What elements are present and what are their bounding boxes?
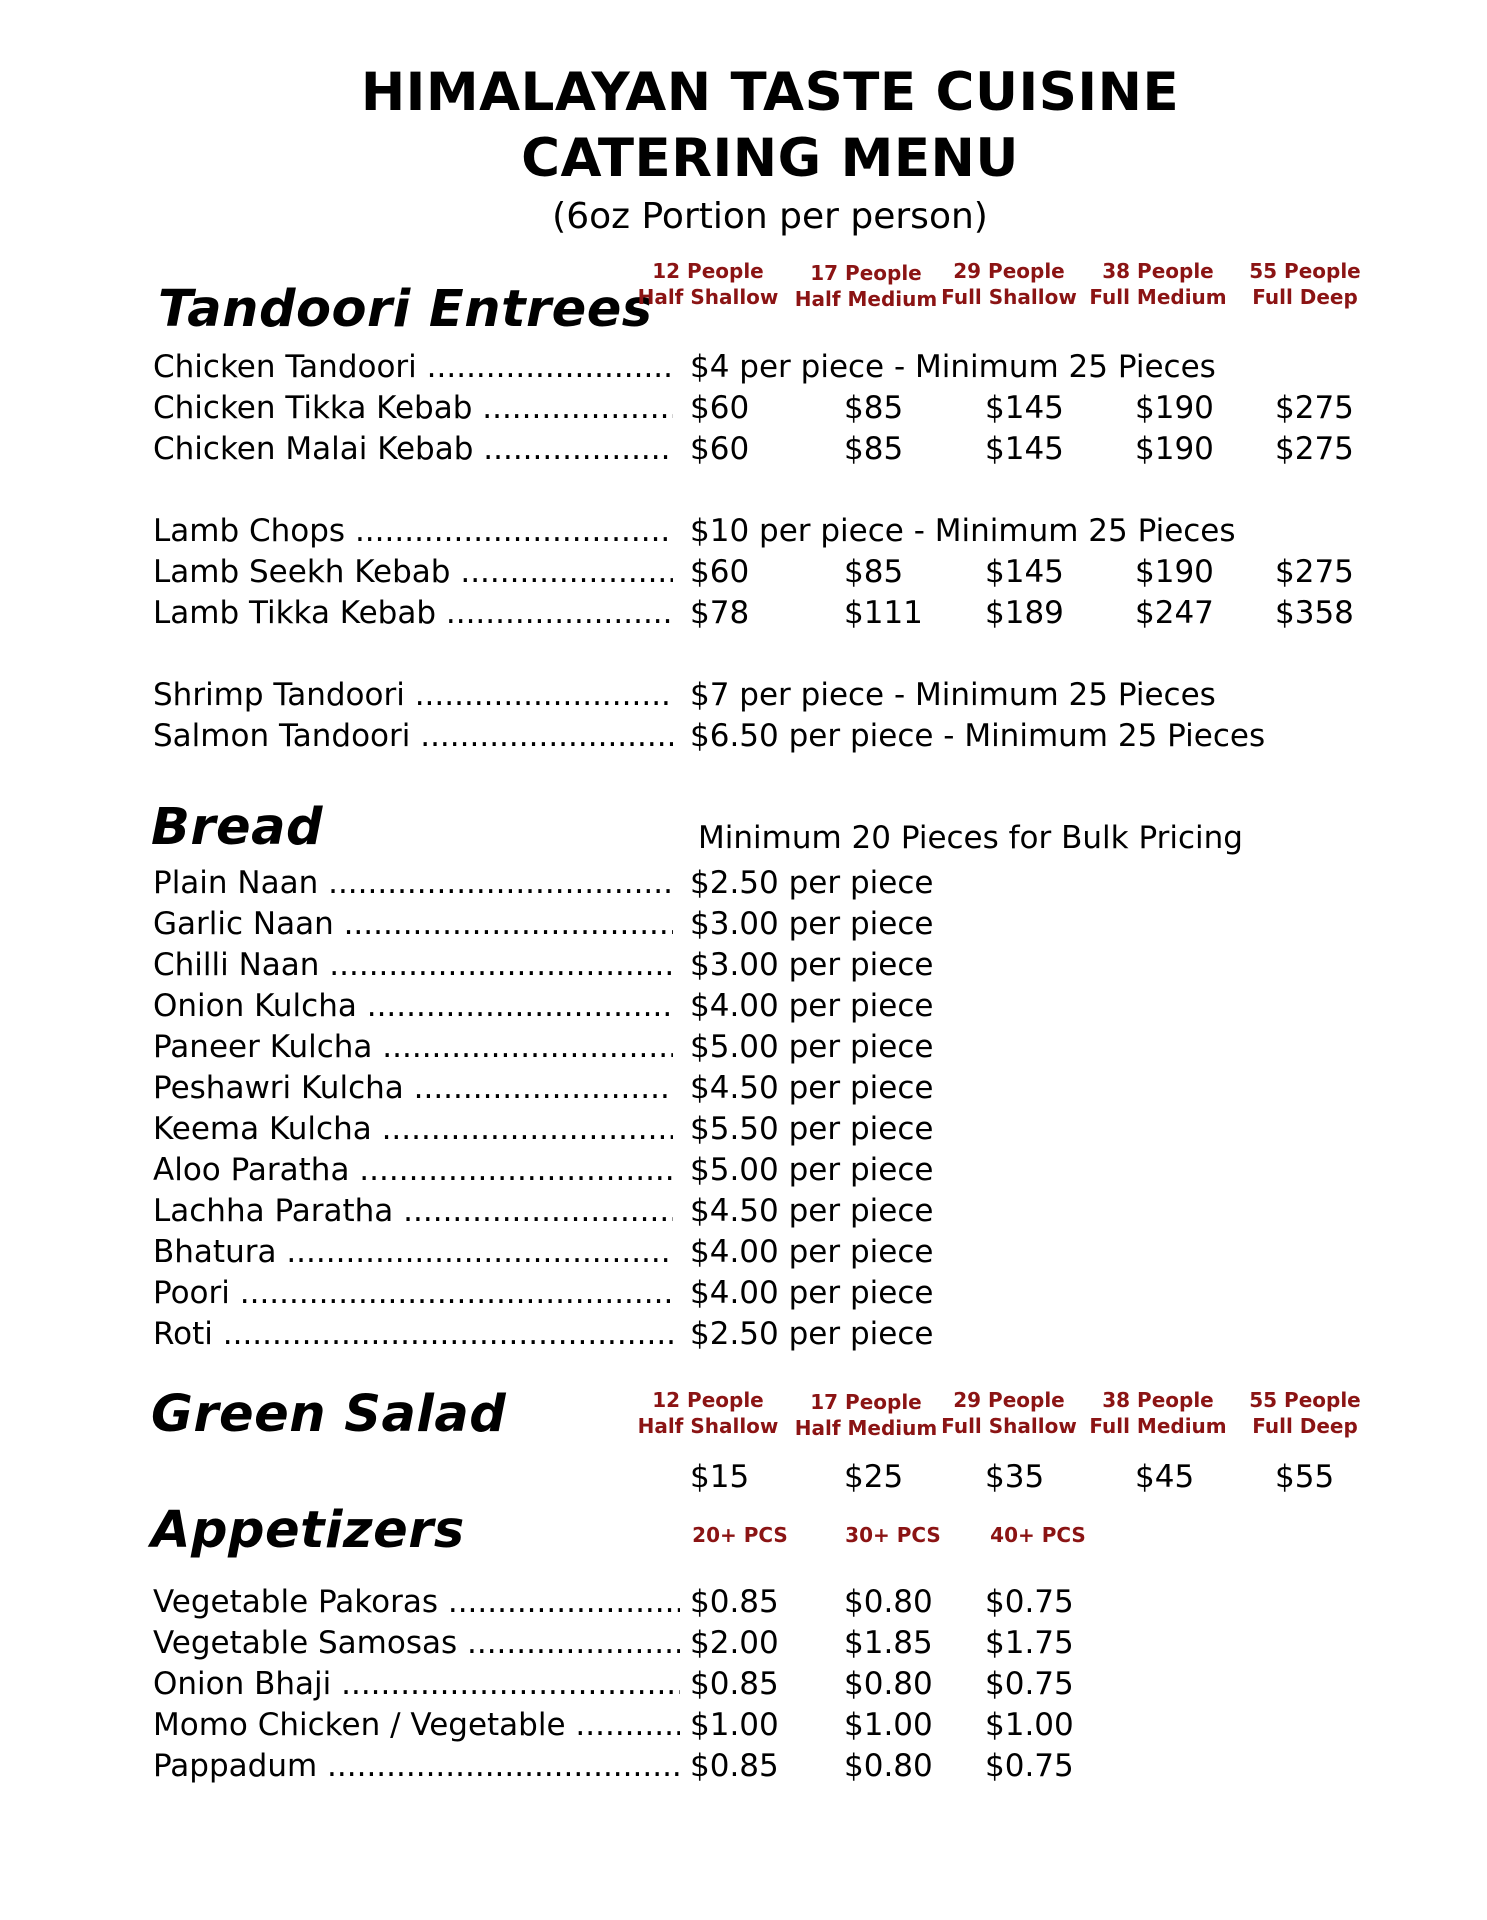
tray-size-header [0, 258, 1487, 318]
price-col-3: $0.75 [985, 1584, 1074, 1620]
tray-col-1: 12 People Half Shallow [637, 259, 779, 309]
portion-note: (6oz Portion per person) [552, 196, 988, 237]
item-name: Vegetable Samosas ..... [153, 1623, 680, 1664]
item-name: Keema Kulcha ..... [153, 1109, 673, 1150]
tray-col-3: 29 People Full Shallow [941, 1388, 1077, 1438]
price-col-1: $0.85 [690, 1748, 779, 1784]
tray-col-4: 38 People Full Medium [1089, 259, 1227, 309]
item-name: Salmon Tandoori ..... [153, 716, 673, 757]
tray-col-4: 38 People Full Medium [1089, 1388, 1227, 1438]
tray-size-header [0, 1387, 1487, 1447]
appetizers-section-title: Appetizers [151, 1501, 465, 1560]
price-col-2: $85 [844, 390, 904, 426]
menu-subtitle: CATERING MENU [521, 128, 1019, 189]
price-col-3: $1.00 [985, 1707, 1074, 1743]
item-name: Onion Bhaji ..... [153, 1664, 680, 1705]
pcs-col-3: 40+ PCS [990, 1523, 1086, 1547]
price-col-1: $0.85 [690, 1584, 779, 1620]
price-col-5: $275 [1275, 431, 1354, 467]
tray-col-5: 55 People Full Deep [1249, 259, 1361, 309]
price-col-2: $1.00 [844, 1707, 933, 1743]
price-col-3: $189 [985, 595, 1064, 631]
item-name: Chilli Naan ..... [153, 945, 673, 986]
price-col-1: $15 [690, 1459, 750, 1495]
price-col-2: $25 [844, 1459, 904, 1495]
pcs-col-1: 20+ PCS [692, 1523, 788, 1547]
price-col-3: $145 [985, 431, 1064, 467]
item-name: Plain Naan ..... [153, 863, 673, 904]
tray-col-2: 17 People Half Medium [794, 1390, 938, 1440]
price-col-3: $145 [985, 554, 1064, 590]
price-col-5: $275 [1275, 554, 1354, 590]
price-col-3: $35 [985, 1459, 1045, 1495]
price-col-4: $190 [1135, 431, 1214, 467]
item-name: Roti ..... [153, 1314, 673, 1355]
price-col-5: $55 [1275, 1459, 1335, 1495]
item-note: $10 per piece - Minimum 25 Pieces [690, 513, 1236, 549]
price-col-3: $0.75 [985, 1748, 1074, 1784]
price-col-2: $1.85 [844, 1625, 933, 1661]
item-name: Shrimp Tandoori ..... [153, 675, 673, 716]
menu-title: HIMALAYAN TASTE CUISINE [360, 62, 1180, 123]
price-col-4: $190 [1135, 390, 1214, 426]
price-col-2: $0.80 [844, 1666, 933, 1702]
item-price: $4.00 per piece [690, 988, 934, 1024]
item-name: Chicken Tikka Kebab ..... [153, 388, 673, 429]
price-col-5: $275 [1275, 390, 1354, 426]
tray-col-5: 55 People Full Deep [1249, 1388, 1361, 1438]
item-name: Lamb Chops ..... [153, 511, 673, 552]
price-col-2: $85 [844, 554, 904, 590]
price-col-1: $2.00 [690, 1625, 779, 1661]
item-name: Garlic Naan ..... [153, 904, 673, 945]
item-price: $2.50 per piece [690, 1316, 934, 1352]
item-name: Bhatura ..... [153, 1232, 673, 1273]
item-price: $2.50 per piece [690, 865, 934, 901]
item-name: Peshawri Kulcha ..... [153, 1068, 673, 1109]
item-price: $4.00 per piece [690, 1275, 934, 1311]
price-col-2: $0.80 [844, 1748, 933, 1784]
item-price: $5.50 per piece [690, 1111, 934, 1147]
item-price: $4.50 per piece [690, 1070, 934, 1106]
price-col-1: $60 [690, 554, 750, 590]
item-name: Lamb Seekh Kebab ..... [153, 552, 673, 593]
bread-bulk-note: Minimum 20 Pieces for Bulk Pricing [698, 820, 1243, 856]
item-name: Poori ..... [153, 1273, 673, 1314]
price-col-1: $78 [690, 595, 750, 631]
item-note: $7 per piece - Minimum 25 Pieces [690, 677, 1216, 713]
price-col-2: $111 [844, 595, 923, 631]
price-col-4: $45 [1135, 1459, 1195, 1495]
item-price: $3.00 per piece [690, 906, 934, 942]
price-col-3: $0.75 [985, 1666, 1074, 1702]
item-name: Pappadum ..... [153, 1746, 680, 1787]
tray-col-3: 29 People Full Shallow [941, 259, 1077, 309]
item-name: Chicken Malai Kebab ..... [153, 429, 673, 470]
item-name: Aloo Paratha ..... [153, 1150, 673, 1191]
item-price: $4.00 per piece [690, 1234, 934, 1270]
tray-col-2: 17 People Half Medium [794, 261, 938, 311]
bread-section-title: Bread [151, 798, 324, 857]
salad-section-title: Green Salad [151, 1385, 507, 1444]
price-col-1: $0.85 [690, 1666, 779, 1702]
item-name: Momo Chicken / Vegetable ..... [153, 1705, 680, 1746]
item-name: Lamb Tikka Kebab ..... [153, 593, 673, 634]
item-price: $5.00 per piece [690, 1029, 934, 1065]
item-price: $3.00 per piece [690, 947, 934, 983]
price-col-5: $358 [1275, 595, 1354, 631]
price-col-1: $60 [690, 431, 750, 467]
item-name: Lachha Paratha ..... [153, 1191, 673, 1232]
price-col-2: $0.80 [844, 1584, 933, 1620]
item-price: $5.00 per piece [690, 1152, 934, 1188]
pcs-col-2: 30+ PCS [845, 1523, 941, 1547]
tandoori-section-title: Tandoori Entrees [158, 280, 653, 339]
item-price: $4.50 per piece [690, 1193, 934, 1229]
price-col-4: $247 [1135, 595, 1214, 631]
item-note: $6.50 per piece - Minimum 25 Pieces [690, 718, 1266, 754]
price-col-4: $190 [1135, 554, 1214, 590]
item-name: Vegetable Pakoras ..... [153, 1582, 680, 1623]
price-col-1: $60 [690, 390, 750, 426]
item-name: Paneer Kulcha ..... [153, 1027, 673, 1068]
item-name: Chicken Tandoori ..... [153, 347, 673, 388]
price-col-2: $85 [844, 431, 904, 467]
item-note: $4 per piece - Minimum 25 Pieces [690, 349, 1216, 385]
price-col-3: $1.75 [985, 1625, 1074, 1661]
price-col-3: $145 [985, 390, 1064, 426]
price-col-1: $1.00 [690, 1707, 779, 1743]
item-name: Onion Kulcha ..... [153, 986, 673, 1027]
tray-col-1: 12 People Half Shallow [637, 1388, 779, 1438]
